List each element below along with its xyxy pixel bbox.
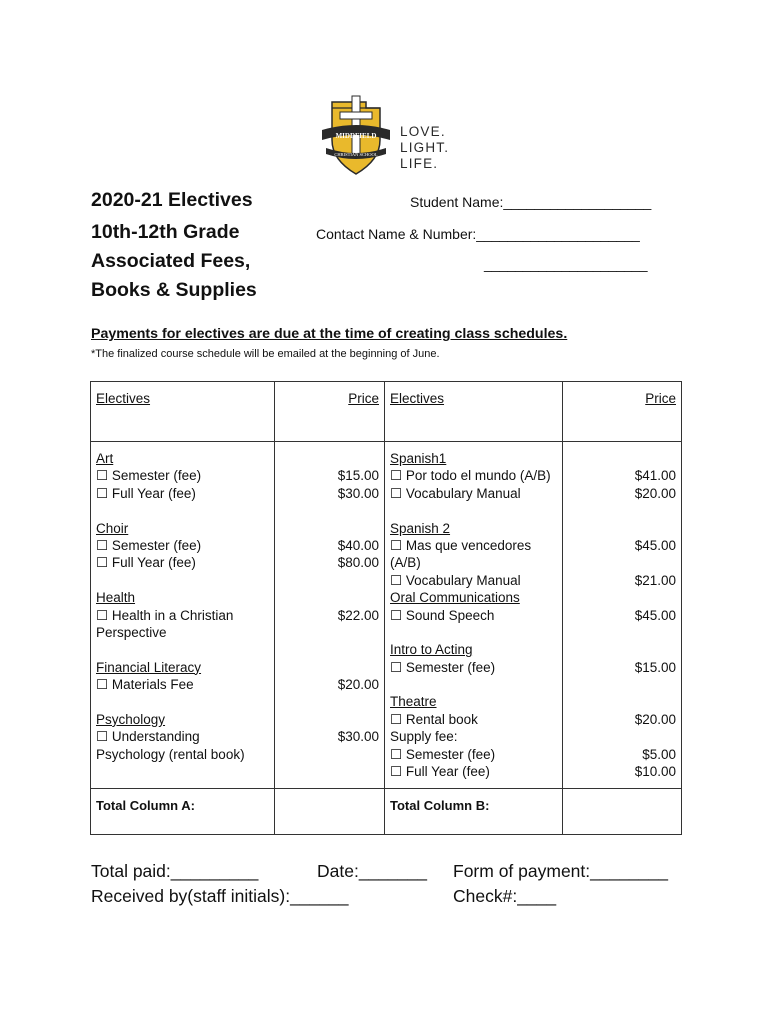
price-value: $30.00 <box>337 729 379 745</box>
elective-option[interactable]: ☐ Vocabulary Manual <box>390 572 521 588</box>
price-value: $30.00 <box>337 485 379 501</box>
table-header-row <box>91 382 682 442</box>
spacer <box>568 502 676 519</box>
elective-option[interactable]: ☐ Vocabulary Manual <box>390 485 521 501</box>
header-price-a: Price <box>348 391 379 406</box>
elective-option[interactable]: ☐ Semester (fee) <box>96 537 202 553</box>
elective-category: Art <box>96 451 114 466</box>
logo-school-name: MIDDFIELD <box>335 132 377 140</box>
header-electives-a: Electives <box>96 391 151 406</box>
spacer <box>390 676 557 693</box>
elective-category: Oral Communications <box>390 590 520 606</box>
spacer <box>390 624 557 641</box>
spacer <box>280 693 379 710</box>
elective-option[interactable]: ☐ Understanding <box>96 729 200 745</box>
elective-category: Psychology <box>96 711 166 727</box>
spacer <box>568 641 676 658</box>
price-value: $20.00 <box>634 485 676 501</box>
title-line: Associated Fees, <box>91 250 251 272</box>
spacer <box>568 728 676 745</box>
price-value: $20.00 <box>634 711 676 727</box>
prices-list-b <box>563 442 682 789</box>
spacer <box>280 502 379 519</box>
title-line: Books & Supplies <box>91 279 257 301</box>
spacer <box>280 520 379 537</box>
spacer <box>280 624 379 641</box>
price-value: $45.00 <box>634 537 676 553</box>
logo-tagline-1: LOVE. <box>400 124 446 139</box>
form-of-payment-field[interactable]: Form of payment:________ <box>453 861 668 881</box>
spacer <box>96 502 269 519</box>
title-line: 10th-12th Grade <box>91 221 240 243</box>
contact-name-field[interactable]: Contact Name & Number:_____________________ <box>316 226 640 242</box>
spacer <box>568 450 676 467</box>
elective-option[interactable]: ☐ Mas que vencedores <box>390 537 532 553</box>
spacer <box>568 520 676 537</box>
elective-option[interactable]: ☐ Materials Fee <box>96 677 194 693</box>
elective-option[interactable]: ☐ Por todo el mundo (A/B) <box>390 468 551 484</box>
spacer <box>96 572 269 589</box>
elective-option: Supply fee: <box>390 729 458 745</box>
header-price-b: Price <box>645 391 676 406</box>
spacer <box>96 693 269 710</box>
electives-list-b <box>385 442 563 789</box>
elective-category: Spanish 2 <box>390 520 451 536</box>
total-column-a-value[interactable] <box>275 789 385 835</box>
logo-tagline-2: LIGHT. <box>400 140 450 155</box>
elective-category: Spanish1 <box>390 451 447 466</box>
elective-option[interactable]: ☐ Semester (fee) <box>390 746 496 762</box>
received-by-field[interactable]: Received by(staff initials):______ <box>91 886 349 906</box>
price-value: $5.00 <box>642 746 676 762</box>
elective-option: Perspective <box>96 624 167 640</box>
table-body-row <box>91 442 682 789</box>
logo-school-sub: CHRISTIAN SCHOOL <box>334 152 378 157</box>
price-value: $41.00 <box>634 468 676 484</box>
elective-option: Psychology (rental book) <box>96 746 245 762</box>
elective-category: Intro to Acting <box>390 642 473 658</box>
elective-option[interactable]: ☐ Health in a Christian <box>96 607 234 623</box>
elective-option[interactable]: ☐ Semester (fee) <box>96 468 202 484</box>
payment-notice: Payments for electives are due at the time of creating class schedules. <box>91 326 568 342</box>
spacer <box>390 502 557 519</box>
price-value: $10.00 <box>634 764 676 780</box>
crest-icon <box>322 96 390 174</box>
elective-option[interactable]: ☐ Full Year (fee) <box>390 764 490 780</box>
price-value: $15.00 <box>337 468 379 484</box>
elective-category: Financial Literacy <box>96 659 202 675</box>
elective-option[interactable]: ☐ Full Year (fee) <box>96 485 196 501</box>
price-value: $21.00 <box>634 572 676 588</box>
price-value: $45.00 <box>634 607 676 623</box>
elective-option[interactable]: ☐ Sound Speech <box>390 607 495 623</box>
spacer <box>568 589 676 606</box>
spacer <box>568 693 676 710</box>
electives-list-a <box>91 442 275 789</box>
document-title <box>91 186 257 305</box>
header-electives-b: Electives <box>390 391 445 406</box>
date-field[interactable]: Date:_______ <box>317 861 427 881</box>
price-value: $40.00 <box>337 537 379 553</box>
prices-list-a <box>275 442 385 789</box>
spacer <box>280 746 379 763</box>
fees-table <box>90 381 682 835</box>
contact-extra-field[interactable]: _____________________ <box>484 256 648 272</box>
school-logo <box>318 94 468 176</box>
elective-category: Choir <box>96 520 129 536</box>
spacer <box>280 450 379 467</box>
check-number-field[interactable]: Check#:____ <box>453 886 557 906</box>
table-total-row <box>91 789 682 835</box>
total-column-b-value[interactable] <box>563 789 682 835</box>
price-value: $80.00 <box>337 555 379 571</box>
logo-tagline-3: LIFE. <box>400 156 439 171</box>
spacer <box>280 572 379 589</box>
price-value: $22.00 <box>337 607 379 623</box>
student-name-field[interactable]: Student Name:___________________ <box>410 194 652 210</box>
price-value: $15.00 <box>634 659 676 675</box>
spacer <box>96 641 269 658</box>
spacer <box>280 641 379 658</box>
spacer <box>280 589 379 606</box>
elective-option[interactable]: ☐ Full Year (fee) <box>96 555 196 571</box>
total-column-a-label: Total Column A: <box>91 789 275 835</box>
price-value: $20.00 <box>337 677 379 693</box>
spacer <box>568 554 676 571</box>
spacer <box>568 676 676 693</box>
spacer <box>568 624 676 641</box>
elective-category: Theatre <box>390 694 437 710</box>
spacer <box>280 711 379 728</box>
title-line: 2020-21 Electives <box>91 189 253 211</box>
total-paid-field[interactable]: Total paid:_________ <box>91 861 259 881</box>
spacer <box>280 659 379 676</box>
elective-option[interactable]: ☐ Semester (fee) <box>390 659 496 675</box>
total-column-b-label: Total Column B: <box>385 789 563 835</box>
elective-option[interactable]: ☐ Rental book <box>390 711 478 727</box>
schedule-note: *The finalized course schedule will be emailed at the beginning of June. <box>91 348 440 360</box>
elective-option: (A/B) <box>390 555 421 571</box>
elective-category: Health <box>96 590 136 606</box>
